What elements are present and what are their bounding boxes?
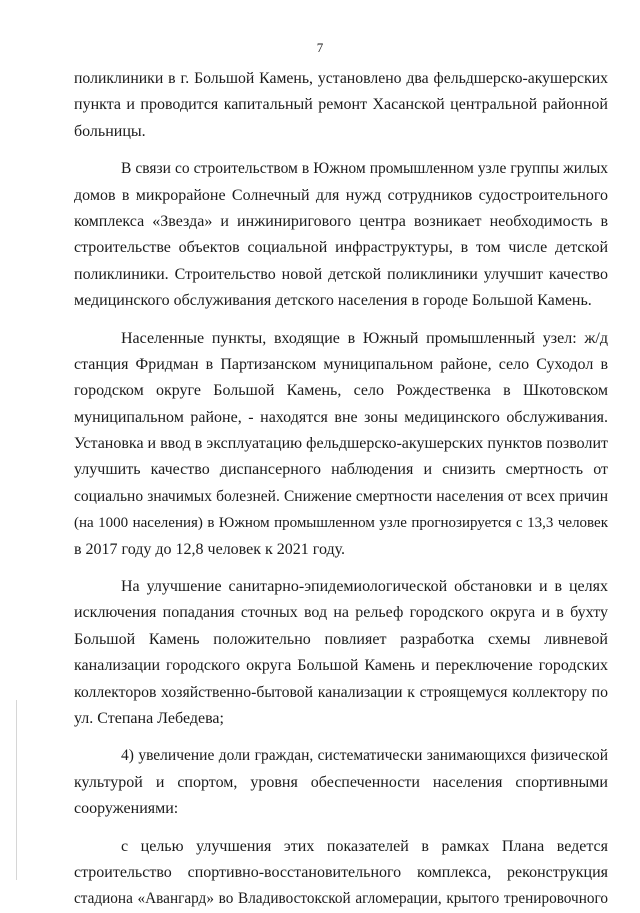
paragraph-gap [74,315,608,326]
text-line: станция Фридман в Партизанском муниципальном районе, село Суходол в [74,355,608,373]
paragraph [74,834,608,913]
text-line: стадиона «Авангард» во Владивостокской агломерации, крытого тренировочного [74,890,608,908]
text-line: В связи со строительством в Южном промышленном узле группы жилых [121,160,608,178]
text-line: культурой и спортом, уровня обеспеченности населения спортивными [74,773,608,791]
paragraph-gap [74,732,608,743]
paragraph [74,326,608,564]
text-line: в 2017 году до 12,8 человек к 2021 году. [74,540,346,558]
text-line: медицинского обслуживания детского населения в городе Большой Камень. [74,292,592,310]
text-line: городском округе Большой Камень, село Рождественка в Шкотовском [74,382,608,400]
text-line: коллекторов хозяйственно-бытовой канализации к строящемуся коллектору по [74,683,608,701]
text-line: социально значимых болезней. Снижение смертности населения от всех причин [74,487,608,505]
text-line: (на 1000 населения) в Южном промышленном узле прогнозируется с 13,3 человек [74,515,608,532]
text-line: домов в микрорайоне Солнечный для нужд сотрудников судостроительного [74,186,608,204]
text-line: сооружениями: [74,800,179,818]
text-line: Установка и ввод в эксплуатацию фельдшерско-акушерских пунктов позволит [74,435,608,453]
text-line: строительстве объектов социальной инфраструктуры, в том числе детской [74,239,608,257]
text-line: поликлиники в г. Большой Камень, установлено два фельдшерско-акушерских [74,70,608,87]
paragraph [74,743,608,822]
paragraph-gap [74,563,608,574]
paragraph-gap [74,823,608,834]
page-number: 7 [316,40,324,55]
text-line: исключения попадания сточных вод на рельеф городского округа и в бухту [74,604,608,622]
text-line: Населенные пункты, входящие в Южный промышленный узел: ж/д [121,329,608,347]
text-line: 4) увеличение доли граждан, систематически занимающихся физической [121,747,608,765]
text-line: пункта и проводится капитальный ремонт Хасанской центральной районной [74,96,608,114]
text-line: с целью улучшения этих показателей в рамках Плана ведется [121,837,608,855]
text-line: поликлиники. Строительство новой детской поликлиники улучшит качество [74,265,608,283]
paragraph [74,156,608,314]
document-body [74,66,608,913]
text-line: канализации городского округа Большой Камень и переключение городских [74,657,608,675]
text-line: улучшить качество диспансерного наблюдения и снизить смертность от [74,461,608,479]
paragraph [74,66,608,145]
text-line: строительство спортивно-восстановительного комплекса, реконструкция [74,863,608,881]
text-line: На улучшение санитарно-эпидемиологической обстановки и в целях [121,578,608,596]
text-line: Большой Камень положительно повлияет разработка схемы ливневой [74,630,608,648]
text-line: больницы. [74,122,146,140]
paragraph-gap [74,145,608,156]
paragraph [74,574,608,732]
text-line: ул. Степана Лебедева; [74,709,224,727]
scan-margin-mark [16,700,17,880]
text-line: комплекса «Звезда» и инжиниригового центра возникает необходимость в [74,212,608,230]
text-line: муниципальном районе, - находятся вне зоны медицинского обслуживания. [74,408,608,426]
